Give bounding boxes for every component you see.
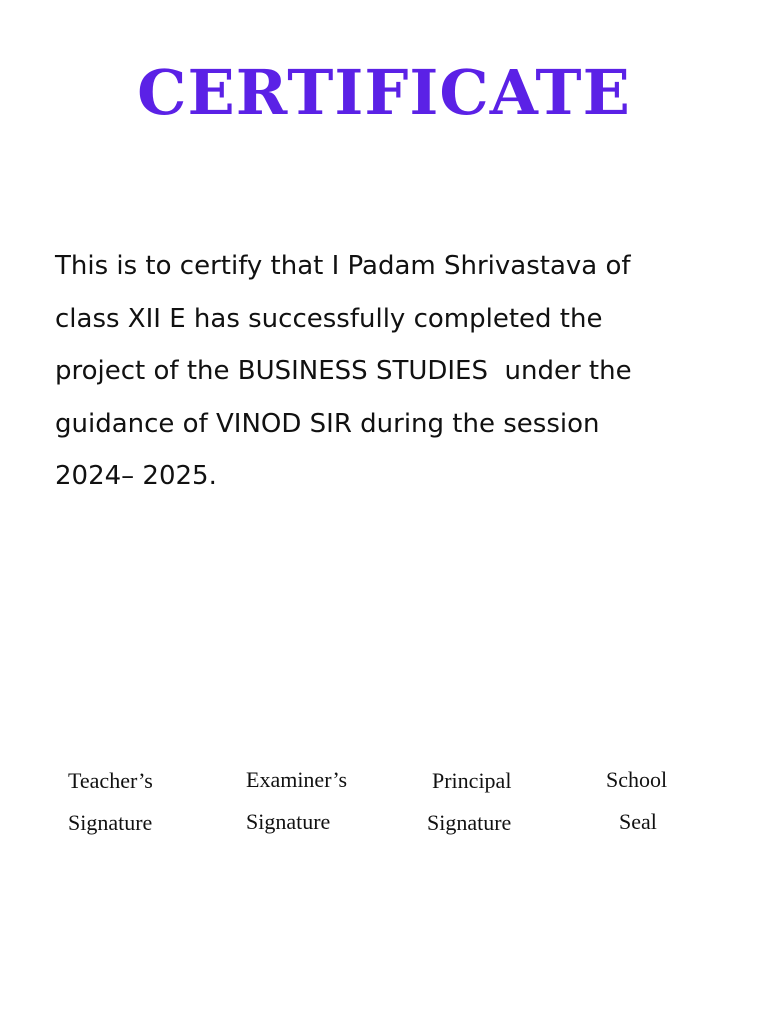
signature-label-line: Teacher’s <box>68 768 153 793</box>
signature-label-line: Signature <box>246 809 331 834</box>
body-line: This is to certify that I Padam Shrivastava of <box>55 251 631 281</box>
signature-label-line: Principal <box>432 768 512 793</box>
certificate-body <box>55 240 735 503</box>
signature-label-line: School <box>606 767 668 792</box>
teacher-signature-label <box>68 760 153 844</box>
principal-signature-label <box>427 760 511 844</box>
certificate-title: CERTIFICATE <box>137 56 631 129</box>
signature-label-line: Seal <box>619 809 657 834</box>
body-line: 2024– 2025. <box>55 461 217 491</box>
signature-label-line: Signature <box>68 810 153 835</box>
body-line: class XII E has successfully completed the <box>55 303 603 334</box>
body-line: project of the BUSINESS STUDIES under the <box>55 356 632 386</box>
signature-label-line: Examiner’s <box>246 767 348 792</box>
signature-label-line: Signature <box>427 810 512 835</box>
examiner-signature-label <box>246 759 347 843</box>
school-seal-label <box>606 759 667 843</box>
body-line: guidance of VINOD SIR during the session <box>55 408 600 439</box>
